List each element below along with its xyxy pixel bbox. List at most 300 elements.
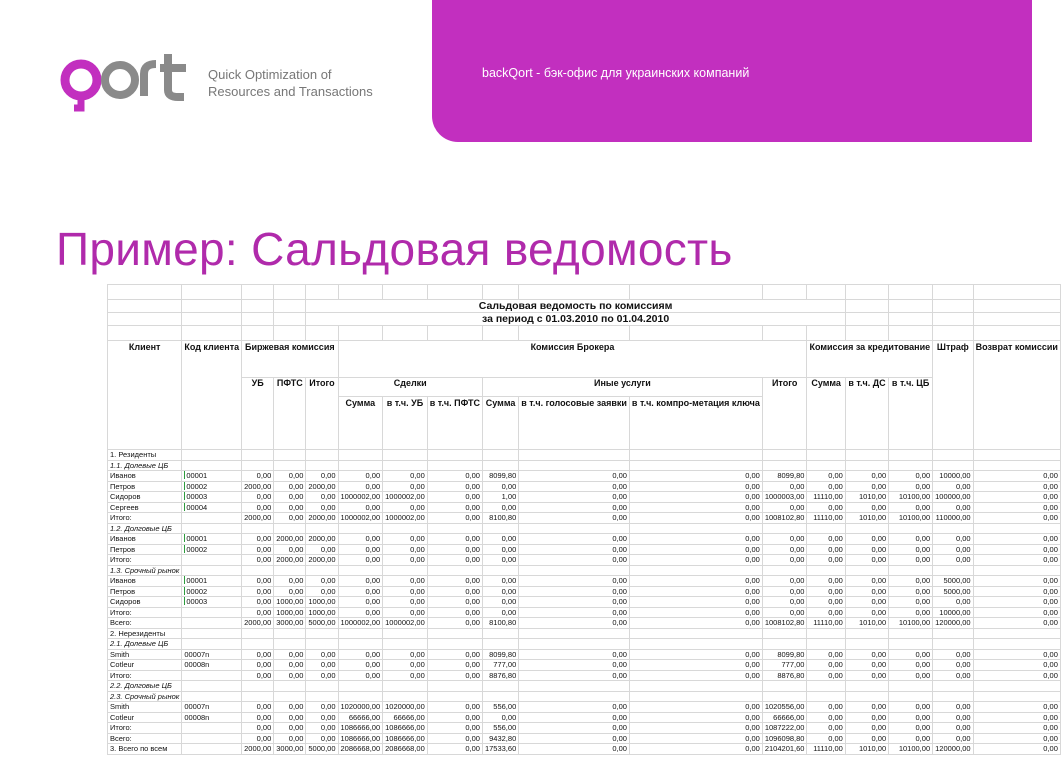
- cell-code: [182, 481, 242, 492]
- cell-empty: [383, 565, 428, 576]
- cell-empty: [933, 460, 973, 471]
- cell-value: 1010,00: [845, 744, 888, 755]
- cell-empty: [933, 681, 973, 692]
- cell-value: 0,00: [274, 586, 306, 597]
- cell-value: 0,00: [889, 534, 933, 545]
- cell-value: 0,00: [519, 670, 630, 681]
- cell-code-value: 00002: [186, 586, 208, 596]
- cell-value: 0,00: [427, 702, 482, 713]
- header-other-sum: Сумма: [482, 397, 518, 450]
- cell-empty: [274, 460, 306, 471]
- spacer-row: [108, 285, 1061, 300]
- cell-value: 0,00: [427, 712, 482, 723]
- cell-value: 10100,00: [889, 744, 933, 755]
- cell-value: 0,00: [338, 471, 383, 482]
- cell-value: 0,00: [242, 607, 274, 618]
- cell-empty: [629, 450, 762, 461]
- header-broker: Комиссия Брокера: [338, 341, 807, 378]
- cell-empty: [519, 565, 630, 576]
- cell-code-value: 00007n: [184, 702, 210, 712]
- cell-empty: [933, 639, 973, 650]
- cell-value: 0,00: [807, 702, 845, 713]
- cell-value: 0,00: [383, 576, 428, 587]
- cell-empty: [519, 628, 630, 639]
- cell-value: 11110,00: [807, 744, 845, 755]
- cell-value: 1087222,00: [762, 723, 807, 734]
- cell-value: 0,00: [933, 502, 973, 513]
- cell-value: 66666,00: [338, 712, 383, 723]
- cell-value: 3000,00: [274, 744, 306, 755]
- cell-empty: [973, 628, 1060, 639]
- table-row: [108, 607, 1061, 618]
- cell-empty: [629, 691, 762, 702]
- cell-empty: [845, 565, 888, 576]
- cell-value: 5000,00: [306, 744, 338, 755]
- cell-empty: [383, 460, 428, 471]
- cell-value: 0,00: [889, 660, 933, 671]
- cell-value: 0,00: [427, 723, 482, 734]
- cell-empty: [762, 691, 807, 702]
- cell-client: Smith: [108, 702, 182, 713]
- cell-value: 0,00: [242, 555, 274, 566]
- header-credit-ds: в т.ч. ДС: [845, 378, 888, 450]
- cell-empty: [973, 565, 1060, 576]
- cell-value: 1086666,00: [338, 723, 383, 734]
- cell-value: 0,00: [807, 660, 845, 671]
- cell-value: 10100,00: [889, 492, 933, 503]
- cell-value: 0,00: [845, 649, 888, 660]
- cell-value: 0,00: [762, 544, 807, 555]
- cell-empty: [845, 460, 888, 471]
- cell-empty: [306, 691, 338, 702]
- cell-value: 0,00: [383, 670, 428, 681]
- cell-value: 0,00: [306, 712, 338, 723]
- cell-value: 0,00: [629, 649, 762, 660]
- cell-empty: [383, 691, 428, 702]
- cell-value: 1000002,00: [338, 618, 383, 629]
- table-row: [108, 471, 1061, 482]
- cell-value: 0,00: [338, 586, 383, 597]
- table-row: [108, 513, 1061, 524]
- header-broker-total: Итого: [762, 378, 807, 450]
- cell-value: 0,00: [519, 660, 630, 671]
- cell-value: 0,00: [973, 513, 1060, 524]
- cell-empty: [889, 565, 933, 576]
- header-code: Код клиента: [182, 341, 242, 450]
- cell-code-value: 00003: [186, 597, 208, 607]
- cell-value: 0,00: [889, 544, 933, 555]
- cell-value: 0,00: [933, 597, 973, 608]
- cell-value: 0,00: [629, 660, 762, 671]
- cell-value: 8099,80: [482, 649, 518, 660]
- cell-value: 120000,00: [933, 744, 973, 755]
- cell-empty: [762, 460, 807, 471]
- cell-empty: [889, 681, 933, 692]
- cell-value: 2086668,00: [383, 744, 428, 755]
- section-row: [108, 450, 1061, 461]
- cell-value: 1000,00: [274, 607, 306, 618]
- table-row: [108, 618, 1061, 629]
- header-deals-pfts: в т.ч. ПФТС: [427, 397, 482, 450]
- cell-value: 120000,00: [933, 618, 973, 629]
- cell-client: Сидоров: [108, 597, 182, 608]
- header-exchange: Биржевая комиссия: [242, 341, 338, 378]
- cell-value: 8876,80: [482, 670, 518, 681]
- cell-value: 0,00: [807, 607, 845, 618]
- cell-empty: [519, 460, 630, 471]
- cell-value: 0,00: [427, 513, 482, 524]
- cell-value: 0,00: [845, 597, 888, 608]
- cell-value: 0,00: [629, 534, 762, 545]
- cell-value: 0,00: [427, 733, 482, 744]
- cell-empty: [629, 628, 762, 639]
- cell-value: 0,00: [242, 670, 274, 681]
- cell-value: 0,00: [807, 471, 845, 482]
- header-row-2: [108, 378, 1061, 397]
- cell-empty: [338, 639, 383, 650]
- cell-value: 100000,00: [933, 492, 973, 503]
- cell-value: 0,00: [519, 544, 630, 555]
- cell-value: 0,00: [807, 502, 845, 513]
- cell-value: 0,00: [338, 534, 383, 545]
- cell-empty: [427, 639, 482, 650]
- cell-value: 0,00: [933, 534, 973, 545]
- cell-empty: [973, 691, 1060, 702]
- cell-empty: [482, 460, 518, 471]
- cell-value: 0,00: [845, 702, 888, 713]
- cell-empty: [306, 450, 338, 461]
- cell-value: 0,00: [519, 576, 630, 587]
- cell-value: 0,00: [762, 597, 807, 608]
- cell-empty: [242, 450, 274, 461]
- cell-value: 0,00: [629, 733, 762, 744]
- cell-value: 0,00: [306, 544, 338, 555]
- header-total: Итого: [306, 378, 338, 450]
- cell-code-value: 00001: [186, 471, 208, 481]
- cell-value: 11110,00: [807, 492, 845, 503]
- cell-value: 1086666,00: [383, 723, 428, 734]
- cell-value: 0,00: [973, 702, 1060, 713]
- cell-code: [182, 670, 242, 681]
- cell-value: 0,00: [889, 670, 933, 681]
- cell-value: 0,00: [427, 586, 482, 597]
- cell-value: 0,00: [519, 586, 630, 597]
- cell-value: 2000,00: [274, 555, 306, 566]
- cell-value: 0,00: [274, 723, 306, 734]
- cell-value: 0,00: [629, 744, 762, 755]
- cell-value: 0,00: [973, 492, 1060, 503]
- table-row: [108, 586, 1061, 597]
- cell-empty: [182, 691, 242, 702]
- cell-code-value: 00001: [186, 576, 208, 586]
- cell-empty: [338, 565, 383, 576]
- cell-value: 0,00: [427, 471, 482, 482]
- cell-value: 110000,00: [933, 513, 973, 524]
- cell-empty: [762, 628, 807, 639]
- header-deals: Сделки: [338, 378, 482, 397]
- cell-value: 1,00: [482, 492, 518, 503]
- cell-value: 0,00: [306, 649, 338, 660]
- cell-empty: [973, 681, 1060, 692]
- sheet-title-row-1: [108, 300, 1061, 313]
- cell-value: 0,00: [383, 544, 428, 555]
- cell-value: 0,00: [519, 555, 630, 566]
- cell-empty: [383, 681, 428, 692]
- cell-code: [182, 502, 242, 513]
- qort-logo-mark: [58, 50, 192, 110]
- table-row: [108, 649, 1061, 660]
- cell-code-value: 00007n: [184, 649, 210, 659]
- section-label: 1. Резиденты: [108, 450, 182, 461]
- cell-value: 0,00: [338, 660, 383, 671]
- cell-value: 0,00: [973, 607, 1060, 618]
- cell-value: 0,00: [933, 670, 973, 681]
- cell-empty: [242, 681, 274, 692]
- cell-value: 0,00: [306, 502, 338, 513]
- header-other-voice: в т.ч. голосовые заявки: [519, 397, 630, 450]
- cell-value: 5000,00: [933, 586, 973, 597]
- cell-empty: [427, 450, 482, 461]
- subsection-label: 2.2. Долговые ЦБ: [108, 681, 182, 692]
- cell-value: 0,00: [519, 502, 630, 513]
- cell-empty: [383, 523, 428, 534]
- cell-empty: [182, 639, 242, 650]
- cell-client: Итого:: [108, 513, 182, 524]
- cell-value: 0,00: [519, 733, 630, 744]
- cell-value: 0,00: [629, 513, 762, 524]
- cell-value: 0,00: [807, 586, 845, 597]
- cell-empty: [338, 450, 383, 461]
- cell-empty: [274, 691, 306, 702]
- cell-value: 0,00: [807, 712, 845, 723]
- cell-value: 0,00: [807, 534, 845, 545]
- slide-title: Пример: Сальдовая ведомость: [56, 223, 733, 275]
- cell-value: 0,00: [845, 544, 888, 555]
- cell-value: 1020000,00: [383, 702, 428, 713]
- cell-code: [182, 702, 242, 713]
- cell-empty: [519, 681, 630, 692]
- cell-value: 1000003,00: [762, 492, 807, 503]
- cell-empty: [807, 523, 845, 534]
- cell-value: 0,00: [482, 534, 518, 545]
- cell-value: 0,00: [274, 471, 306, 482]
- cell-empty: [807, 565, 845, 576]
- cell-value: 0,00: [629, 576, 762, 587]
- cell-value: 0,00: [427, 481, 482, 492]
- cell-empty: [889, 460, 933, 471]
- cell-value: 1000002,00: [338, 492, 383, 503]
- cell-value: 0,00: [306, 576, 338, 587]
- cell-empty: [762, 523, 807, 534]
- cell-empty: [845, 639, 888, 650]
- cell-empty: [182, 450, 242, 461]
- header-credit-cb: в т.ч. ЦБ: [889, 378, 933, 450]
- cell-client: 3. Всего по всем: [108, 744, 182, 755]
- subsection-label: 2.3. Срочный рынок: [108, 691, 182, 702]
- cell-value: 0,00: [274, 576, 306, 587]
- cell-value: 777,00: [482, 660, 518, 671]
- cell-value: 0,00: [306, 723, 338, 734]
- cell-value: 0,00: [889, 649, 933, 660]
- sheet-title: Сальдовая ведомость по комиссиям: [306, 300, 845, 313]
- cell-client: Всего:: [108, 618, 182, 629]
- cell-value: 0,00: [889, 586, 933, 597]
- cell-value: 2000,00: [242, 618, 274, 629]
- qort-logo: [58, 50, 192, 110]
- cell-value: 0,00: [933, 481, 973, 492]
- cell-value: 0,00: [427, 649, 482, 660]
- cell-value: 0,00: [242, 597, 274, 608]
- cell-empty: [933, 691, 973, 702]
- cell-empty: [889, 691, 933, 702]
- cell-value: 0,00: [338, 597, 383, 608]
- cell-code: [182, 618, 242, 629]
- cell-value: 0,00: [306, 492, 338, 503]
- subsection-label: 1.2. Долговые ЦБ: [108, 523, 182, 534]
- cell-value: 1000002,00: [383, 618, 428, 629]
- cell-value: 2000,00: [242, 513, 274, 524]
- cell-value: 0,00: [519, 481, 630, 492]
- cell-value: 2000,00: [306, 481, 338, 492]
- cell-value: 0,00: [306, 660, 338, 671]
- cell-value: 1008102,80: [762, 513, 807, 524]
- cell-value: 0,00: [889, 576, 933, 587]
- cell-empty: [519, 523, 630, 534]
- cell-value: 8876,80: [762, 670, 807, 681]
- cell-value: 0,00: [845, 586, 888, 597]
- cell-empty: [306, 628, 338, 639]
- cell-code: [182, 555, 242, 566]
- cell-empty: [306, 460, 338, 471]
- cell-value: 0,00: [845, 481, 888, 492]
- cell-value: 1010,00: [845, 492, 888, 503]
- cell-code: [182, 660, 242, 671]
- header-other: Иные услуги: [482, 378, 762, 397]
- cell-value: 0,00: [845, 502, 888, 513]
- cell-client: Всего:: [108, 733, 182, 744]
- cell-value: 0,00: [629, 597, 762, 608]
- cell-value: 0,00: [973, 544, 1060, 555]
- cell-value: 0,00: [427, 492, 482, 503]
- cell-code: [182, 607, 242, 618]
- cell-value: 0,00: [482, 607, 518, 618]
- cell-code: [182, 471, 242, 482]
- cell-empty: [383, 628, 428, 639]
- cell-empty: [482, 450, 518, 461]
- cell-value: 0,00: [338, 607, 383, 618]
- cell-value: 0,00: [338, 544, 383, 555]
- cell-value: 0,00: [482, 576, 518, 587]
- cell-client: Иванов: [108, 471, 182, 482]
- cell-value: 0,00: [933, 702, 973, 713]
- cell-value: 0,00: [427, 744, 482, 755]
- cell-value: 0,00: [274, 544, 306, 555]
- cell-value: 10100,00: [889, 618, 933, 629]
- cell-empty: [182, 565, 242, 576]
- cell-empty: [306, 565, 338, 576]
- cell-value: 1010,00: [845, 618, 888, 629]
- cell-empty: [338, 460, 383, 471]
- cell-value: 0,00: [889, 723, 933, 734]
- cell-value: 2000,00: [306, 534, 338, 545]
- cell-value: 0,00: [338, 555, 383, 566]
- cell-value: 0,00: [973, 471, 1060, 482]
- cell-value: 0,00: [242, 649, 274, 660]
- cell-code-value: 00003: [186, 492, 208, 502]
- cell-value: 0,00: [482, 586, 518, 597]
- cell-value: 0,00: [519, 607, 630, 618]
- cell-value: 0,00: [383, 586, 428, 597]
- cell-value: 0,00: [807, 481, 845, 492]
- cell-empty: [427, 681, 482, 692]
- cell-value: 0,00: [807, 723, 845, 734]
- cell-value: 1008102,80: [762, 618, 807, 629]
- cell-value: 0,00: [427, 618, 482, 629]
- cell-empty: [427, 565, 482, 576]
- cell-empty: [338, 523, 383, 534]
- cell-value: 0,00: [629, 586, 762, 597]
- cell-value: 0,00: [274, 660, 306, 671]
- spacer-row: [108, 326, 1061, 341]
- cell-code-value: 00008n: [184, 712, 210, 722]
- cell-value: 0,00: [274, 712, 306, 723]
- cell-value: 0,00: [338, 502, 383, 513]
- cell-value: 0,00: [242, 576, 274, 587]
- header-credit: Комиссия за кредитование: [807, 341, 933, 378]
- cell-value: 0,00: [933, 660, 973, 671]
- cell-empty: [889, 450, 933, 461]
- cell-value: 0,00: [973, 576, 1060, 587]
- cell-value: 1000,00: [306, 597, 338, 608]
- cell-code-value: 00002: [186, 481, 208, 491]
- cell-value: 0,00: [427, 670, 482, 681]
- table-row: [108, 481, 1061, 492]
- cell-value: 0,00: [306, 702, 338, 713]
- cell-value: 10000,00: [933, 607, 973, 618]
- cell-empty: [482, 565, 518, 576]
- cell-client: Петров: [108, 544, 182, 555]
- cell-value: 0,00: [338, 481, 383, 492]
- cell-value: 1000002,00: [383, 492, 428, 503]
- cell-value: 2000,00: [242, 481, 274, 492]
- cell-value: 0,00: [519, 471, 630, 482]
- cell-code: [182, 534, 242, 545]
- cell-value: 5000,00: [933, 576, 973, 587]
- subsection-row: [108, 460, 1061, 471]
- cell-value: 1000002,00: [338, 513, 383, 524]
- cell-value: 8099,80: [762, 649, 807, 660]
- cell-value: 0,00: [274, 492, 306, 503]
- cell-value: 0,00: [482, 481, 518, 492]
- cell-value: 0,00: [629, 471, 762, 482]
- cell-empty: [933, 628, 973, 639]
- cell-empty: [973, 450, 1060, 461]
- cell-value: 0,00: [973, 586, 1060, 597]
- cell-value: 0,00: [519, 649, 630, 660]
- cell-value: 8100,80: [482, 513, 518, 524]
- cell-value: 0,00: [973, 670, 1060, 681]
- cell-value: 0,00: [242, 586, 274, 597]
- cell-value: 0,00: [306, 670, 338, 681]
- cell-value: 0,00: [306, 471, 338, 482]
- cell-empty: [807, 681, 845, 692]
- section-row: [108, 628, 1061, 639]
- cell-value: 0,00: [427, 502, 482, 513]
- cell-value: 0,00: [629, 607, 762, 618]
- cell-value: 0,00: [762, 576, 807, 587]
- cell-value: 10000,00: [933, 471, 973, 482]
- cell-value: 8099,80: [762, 471, 807, 482]
